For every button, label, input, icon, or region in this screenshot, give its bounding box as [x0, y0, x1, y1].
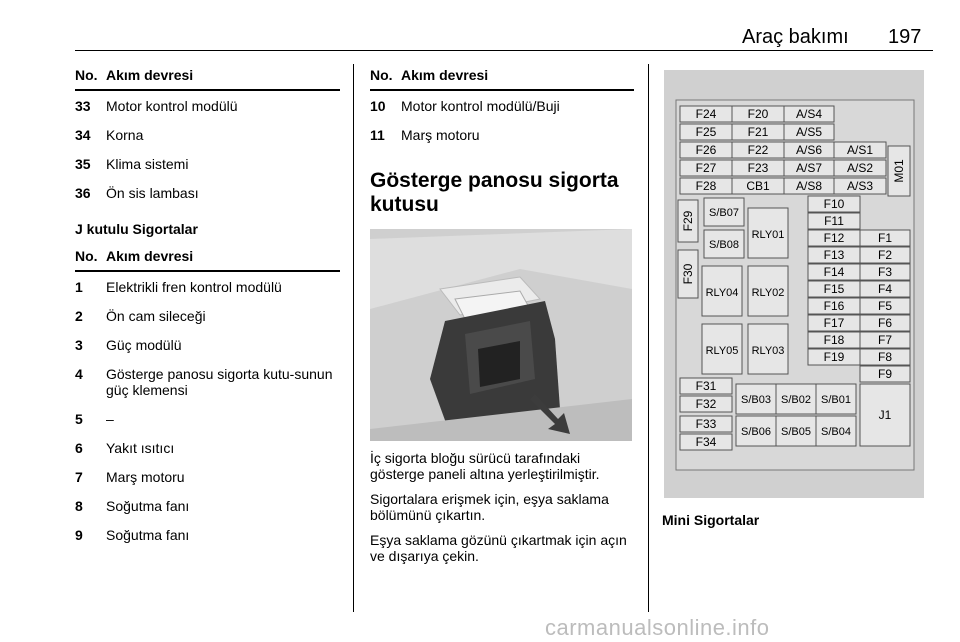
j-box-heading: J kutulu Sigortalar: [75, 221, 198, 237]
fuse-label: F14: [823, 265, 845, 279]
table-row: 36 Ön sis lambası: [75, 185, 199, 201]
table-row: 11 Marş motoru: [370, 127, 480, 143]
table-row: 34 Korna: [75, 127, 144, 143]
middle-column: [370, 64, 634, 564]
col-no-header: No.: [75, 64, 106, 90]
fuse-label: F30: [681, 263, 695, 285]
table-row: 3 Güç modülü: [75, 337, 182, 353]
fuse-label: J1: [878, 408, 892, 422]
page-title: Araç bakımı: [742, 26, 849, 48]
fuse-label: A/S2: [846, 161, 874, 175]
left-column: [75, 64, 340, 549]
fuse-label: F31: [695, 379, 717, 393]
fuse-label: F22: [747, 143, 769, 157]
fuse-label: F27: [695, 161, 717, 175]
fuse-label: RLY01: [751, 229, 785, 241]
fuse-label: A/S4: [795, 107, 823, 121]
fuse-label: S/B03: [741, 394, 771, 406]
fuse-label: F33: [695, 417, 717, 431]
fuse-label: F25: [695, 125, 717, 139]
fuse-label: S/B01: [821, 394, 851, 406]
table-row: 35 Klima sistemi: [75, 156, 189, 172]
table-row: 9 Soğutma fanı: [75, 527, 190, 543]
fuse-layout-diagram: [664, 70, 924, 498]
diagram-caption: Mini Sigortalar: [662, 512, 760, 528]
fuse-label: F19: [823, 350, 845, 364]
paragraph: İç sigorta bloğu sürücü tarafındaki gösterge paneli altına yerleştirilmiştir.: [370, 450, 600, 482]
page-number: 197: [888, 26, 922, 48]
fuse-label: A/S7: [795, 161, 823, 175]
fuse-label: S/B05: [781, 426, 811, 438]
right-column: [662, 64, 934, 544]
fuse-table-continued: [75, 64, 340, 207]
fuse-label: CB1: [746, 179, 770, 193]
fuse-label: S/B04: [821, 426, 851, 438]
fuse-box-photo: [370, 229, 632, 441]
fuse-label: RLY02: [751, 287, 785, 299]
fuse-label: A/S1: [846, 143, 874, 157]
watermark: carmanualsonline.info: [545, 615, 770, 640]
fuse-label: F32: [695, 397, 717, 411]
fuse-label: F28: [695, 179, 717, 193]
fuse-label: S/B02: [781, 394, 811, 406]
fuse-label: S/B07: [709, 207, 739, 219]
fuse-label: F17: [823, 316, 845, 330]
column-divider: [353, 64, 354, 612]
fuse-label: F13: [823, 248, 845, 262]
table-row: 1 Elektrikli fren kontrol modülü: [75, 279, 282, 295]
fuse-label: A/S5: [795, 125, 823, 139]
col-no-header: No.: [75, 245, 106, 271]
fuse-label: F21: [747, 125, 769, 139]
fuse-layout-svg: [664, 70, 924, 498]
fuse-label: F12: [823, 231, 845, 245]
table-row: 7 Marş motoru: [75, 469, 185, 485]
section-heading: Gösterge panosu sigorta kutusu: [370, 169, 619, 216]
col-no-header: No.: [370, 64, 401, 90]
fuse-label: F10: [823, 197, 845, 211]
fuse-label: F3: [877, 265, 893, 279]
fuse-label: RLY05: [705, 345, 739, 357]
fuse-label: S/B08: [709, 239, 739, 251]
fuse-label: F11: [824, 214, 844, 228]
fuse-label: F5: [877, 299, 893, 313]
fuse-label: A/S8: [795, 179, 823, 193]
fuse-label: F20: [747, 107, 769, 121]
fuse-label: F4: [877, 282, 893, 296]
glovebox-illustration: [370, 229, 632, 441]
fuse-label: F7: [877, 333, 893, 347]
fuse-label: RLY04: [705, 287, 739, 299]
fuse-label: F1: [877, 231, 893, 245]
table-row: 4 Gösterge panosu sigorta kutu-sunun güç klemensi: [75, 366, 333, 398]
col-circuit-header: Akım devresi: [106, 64, 340, 90]
fuse-label: F29: [681, 210, 695, 232]
table-row: 10 Motor kontrol modülü/Buji: [370, 98, 560, 114]
fuse-label: F16: [823, 299, 845, 313]
fuse-label: F18: [823, 333, 845, 347]
fuse-label: A/S6: [795, 143, 823, 157]
fuse-label: F2: [877, 248, 893, 262]
table-row: 8 Soğutma fanı: [75, 498, 190, 514]
fuse-label: F6: [877, 316, 893, 330]
table-row: 33 Motor kontrol modülü: [75, 98, 238, 114]
fuse-label: A/S3: [846, 179, 874, 193]
column-divider: [648, 64, 649, 612]
fuse-label: F23: [747, 161, 769, 175]
col-circuit-header: Akım devresi: [401, 64, 634, 90]
fuse-label: S/B06: [741, 426, 771, 438]
fuse-label: F8: [877, 350, 893, 364]
fuse-label: F26: [695, 143, 717, 157]
table-row: 6 Yakıt ısıtıcı: [75, 440, 175, 456]
fuse-label: F24: [695, 107, 717, 121]
fuse-label: F9: [877, 367, 893, 381]
fuse-label: F34: [695, 435, 717, 449]
fuse-table-continued: [370, 64, 634, 149]
paragraph: Eşya saklama gözünü çıkartmak için açın ve dışarıya çekin.: [370, 532, 627, 564]
col-circuit-header: Akım devresi: [106, 245, 340, 271]
j-fuse-table: [75, 245, 340, 549]
table-row: 5 –: [75, 411, 114, 427]
fuse-label: M01: [892, 159, 906, 183]
fuse-label: F15: [823, 282, 845, 296]
table-row: 2 Ön cam sileceği: [75, 308, 206, 324]
fuse-label: RLY03: [751, 345, 785, 357]
paragraph: Sigortalara erişmek için, eşya saklama bölümünü çıkartın.: [370, 491, 609, 523]
header-rule: [75, 50, 933, 51]
